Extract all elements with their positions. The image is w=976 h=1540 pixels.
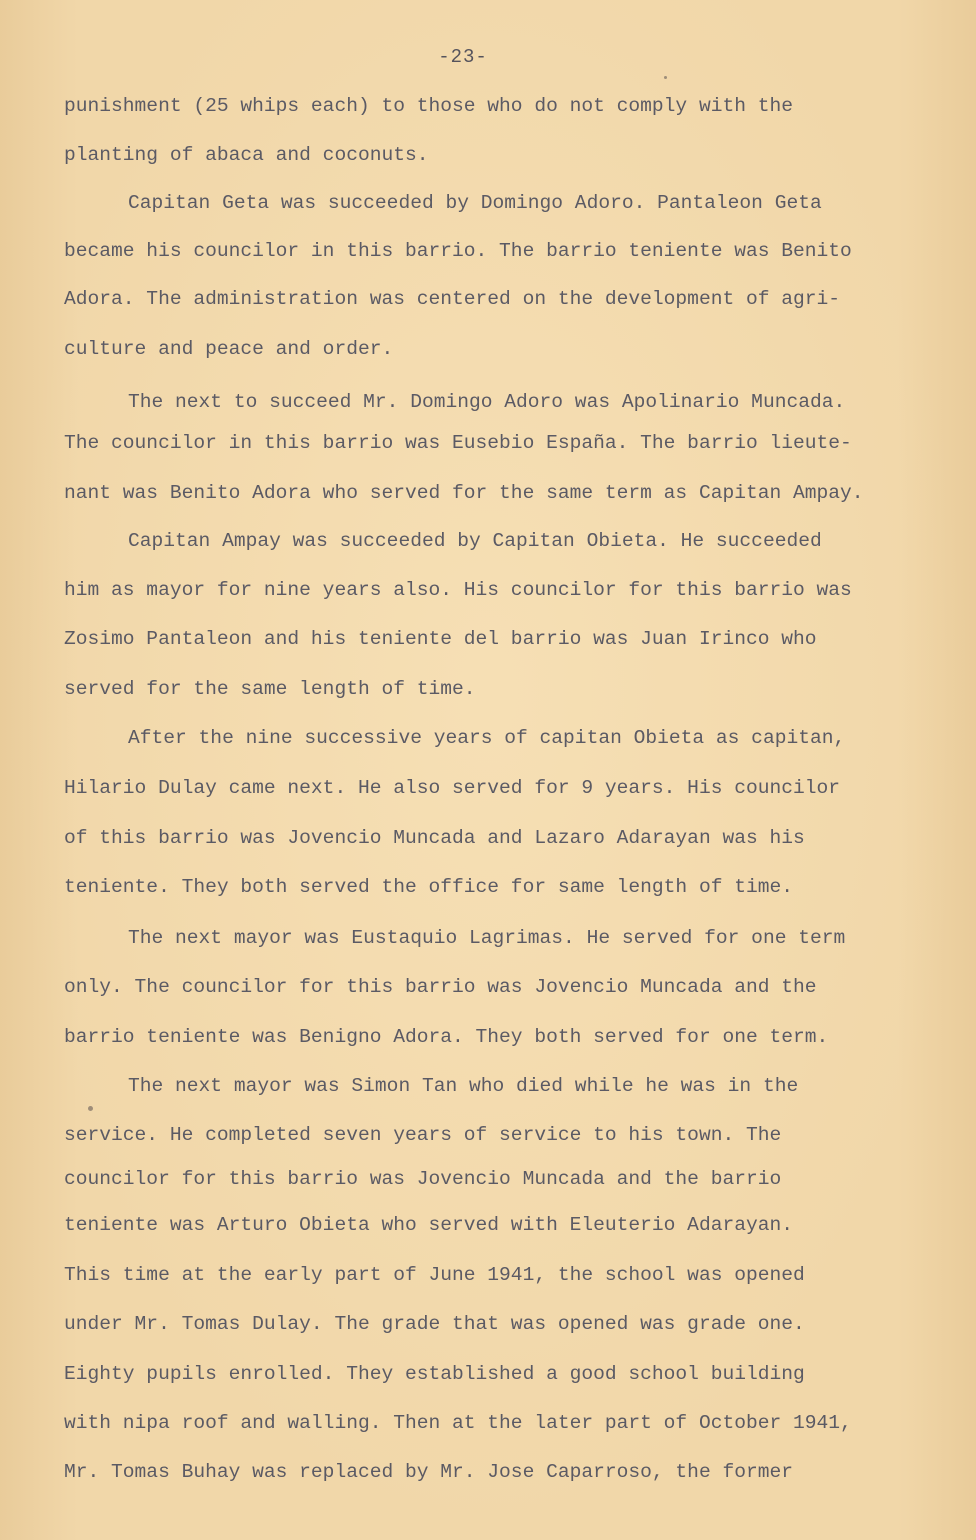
ink-speck bbox=[664, 76, 667, 79]
text-line: of this barrio was Jovencio Muncada and Lazaro Adarayan was his bbox=[64, 827, 805, 849]
text-line: him as mayor for nine years also. His councilor for this barrio was bbox=[64, 579, 852, 601]
text-line: nant was Benito Adora who served for the same term as Capitan Ampay. bbox=[64, 482, 864, 504]
text-line: The next mayor was Eustaquio Lagrimas. He served for one term bbox=[128, 927, 846, 949]
text-line: The next to succeed Mr. Domingo Adoro was Apolinario Muncada. bbox=[128, 391, 846, 413]
text-line: Mr. Tomas Buhay was replaced by Mr. Jose Caparroso, the former bbox=[64, 1461, 794, 1483]
text-line: teniente was Arturo Obieta who served with Eleuterio Adarayan. bbox=[64, 1214, 794, 1236]
text-line: became his councilor in this barrio. The barrio teniente was Benito bbox=[64, 240, 852, 262]
text-line: planting of abaca and coconuts. bbox=[64, 144, 429, 166]
text-line: Capitan Geta was succeeded by Domingo Adoro. Pantaleon Geta bbox=[128, 192, 822, 214]
text-line: barrio teniente was Benigno Adora. They both served for one term. bbox=[64, 1026, 829, 1048]
text-line: only. The councilor for this barrio was Jovencio Muncada and the bbox=[64, 976, 817, 998]
text-line: under Mr. Tomas Dulay. The grade that was opened was grade one. bbox=[64, 1313, 805, 1335]
text-line: After the nine successive years of capitan Obieta as capitan, bbox=[128, 727, 846, 749]
text-line: The councilor in this barrio was Eusebio España. The barrio lieute- bbox=[64, 432, 852, 454]
text-line: councilor for this barrio was Jovencio Muncada and the barrio bbox=[64, 1168, 782, 1190]
ink-speck bbox=[88, 1106, 93, 1111]
text-line: Eighty pupils enrolled. They established a good school building bbox=[64, 1363, 805, 1385]
text-line: service. He completed seven years of service to his town. The bbox=[64, 1124, 782, 1146]
text-line: Capitan Ampay was succeeded by Capitan Obieta. He succeeded bbox=[128, 530, 822, 552]
page-number: -23- bbox=[438, 46, 488, 68]
text-line: with nipa roof and walling. Then at the later part of October 1941, bbox=[64, 1412, 852, 1434]
text-line: Hilario Dulay came next. He also served for 9 years. His councilor bbox=[64, 777, 841, 799]
text-line: served for the same length of time. bbox=[64, 678, 476, 700]
text-line: This time at the early part of June 1941, the school was opened bbox=[64, 1264, 805, 1286]
text-line: culture and peace and order. bbox=[64, 338, 394, 360]
text-line: teniente. They both served the office for same length of time. bbox=[64, 876, 794, 898]
text-line: Zosimo Pantaleon and his teniente del barrio was Juan Irinco who bbox=[64, 628, 817, 650]
text-line: punishment (25 whips each) to those who do not comply with the bbox=[64, 95, 794, 117]
text-line: Adora. The administration was centered on the development of agri- bbox=[64, 288, 841, 310]
text-line: The next mayor was Simon Tan who died while he was in the bbox=[128, 1075, 799, 1097]
